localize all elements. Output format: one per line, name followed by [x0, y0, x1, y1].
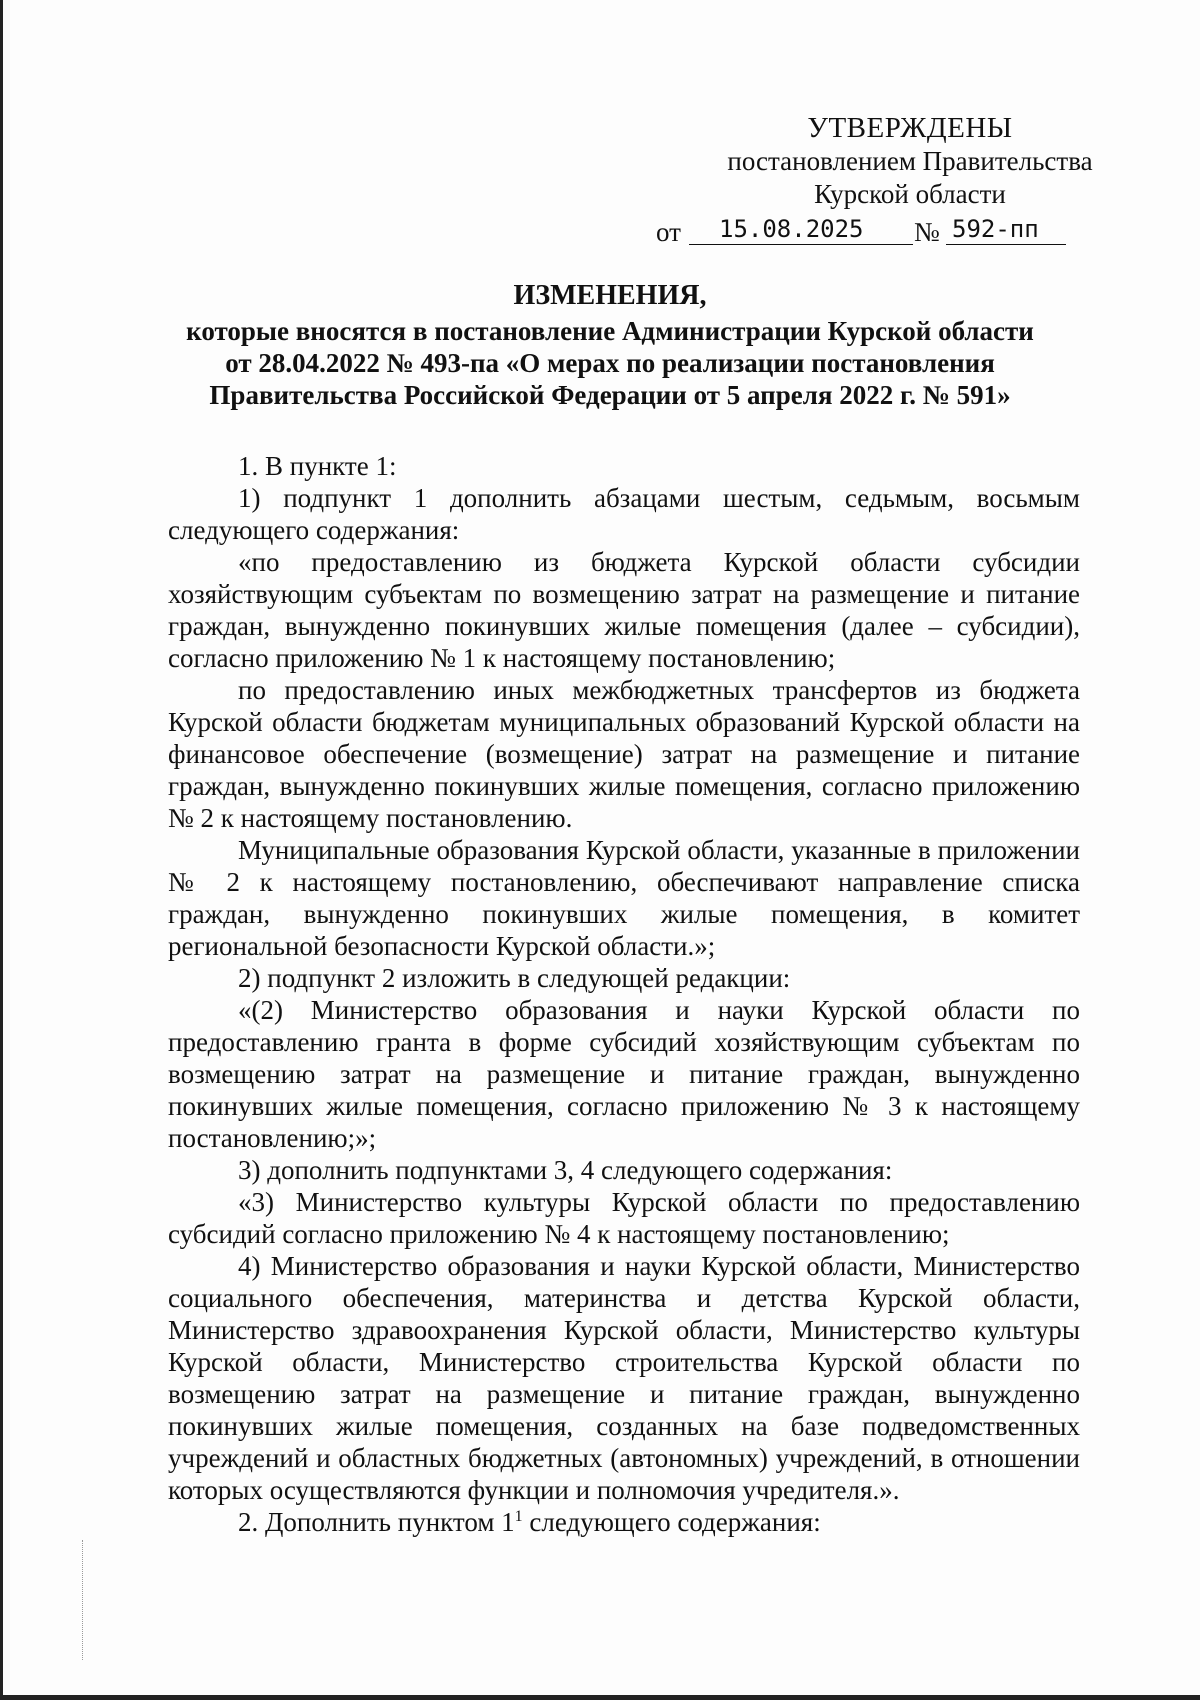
paragraph-4: по предоставлению иных межбюджетных трансфертов из бюджета Курской области бюджетам муниципальных образований Курской области на финансовое обеспечение (возмещение) затрат на размещение и питание граждан, вынужденно покинувших жилые помещения, согласно приложению № 2 к настоящему постановлению.	[168, 675, 1080, 833]
approval-line-2: Курской области	[814, 179, 1006, 209]
paragraph-7: «(2) Министерство образования и науки Курской области по предоставлению гранта в форме субсидий хозяйствующим субъектам по возмещению затрат на размещение и питание граждан, вынужденно покинувших жилые помещения, согласно приложению № 3 к настоящему постановлению;»;	[168, 995, 1080, 1153]
heading-title: ИЗМЕНЕНИЯ,	[513, 280, 707, 311]
heading-line-1: которые вносятся в постановление Администрации Курской области	[186, 316, 1034, 346]
approval-number: 592-пп	[946, 213, 1066, 245]
approval-date-row	[656, 213, 1076, 249]
paragraph-3: «по предоставлению из бюджета Курской области субсидии хозяйствующим субъектам по возмещению затрат на размещение и питание граждан, вынужденно покинувших жилые помещения (далее – субсидии), согласно приложению № 1 к настоящему постановлению;	[168, 547, 1080, 673]
paragraph-11-superscript: 1	[514, 1508, 523, 1525]
scan-edge-left	[0, 0, 3, 1700]
paragraph-11	[168, 1506, 1080, 1538]
paragraph-10: 4) Министерство образования и науки Курской области, Министерство социального обеспечения, материнства и детства Курской области, Министерство здравоохранения Курской области, Министерство культуры Курской области, Министерство строительства Курской области по возмещению затрат на размещение и питание граждан, вынужденно покинувших жилые помещения, созданных на базе подведомственных учреждений и областных бюджетных (автономных) учреждений, в отношении которых осуществляются функции и полномочия учредителя.».	[168, 1251, 1080, 1505]
paragraph-1: 1. В пункте 1:	[238, 451, 397, 481]
number-prefix: №	[914, 217, 940, 247]
paragraph-5: Муниципальные образования Курской области, указанные в приложении № 2 к настоящему постановлению, обеспечивают направление списка граждан, вынужденно покинувших жилые помещения, в комитет региональной безопасности Курской области.»;	[168, 835, 1080, 961]
heading-line-3: Правительства Российской Федерации от 5 апреля 2022 г. № 591»	[209, 380, 1011, 410]
document-body	[168, 450, 1080, 1538]
paragraph-8: 3) дополнить подпунктами 3, 4 следующего содержания:	[238, 1155, 893, 1185]
paragraph-11-tail: следующего содержания:	[522, 1507, 821, 1537]
approval-date: 15.08.2025	[689, 213, 913, 245]
scan-artifact	[82, 1540, 84, 1660]
date-prefix: от	[656, 217, 681, 247]
paragraph-2: 1) подпункт 1 дополнить абзацами шестым, седьмым, восьмым следующего содержания:	[168, 483, 1080, 545]
document-heading	[140, 280, 1080, 411]
heading-line-2: от 28.04.2022 № 493-па «О мерах по реализации постановления	[225, 348, 995, 378]
paragraph-9: «3) Министерство культуры Курской области по предоставлению субсидий согласно приложению № 4 к настоящему постановлению;	[168, 1187, 1080, 1249]
scan-edge-bottom	[0, 1695, 1200, 1700]
approval-block	[600, 112, 1140, 211]
approval-title: УТВЕРЖДЕНЫ	[807, 112, 1013, 144]
paragraph-6: 2) подпункт 2 изложить в следующей редакции:	[238, 963, 791, 993]
paragraph-11-text: 2. Дополнить пунктом 1	[238, 1507, 515, 1537]
approval-line-1: постановлением Правительства	[727, 146, 1093, 176]
